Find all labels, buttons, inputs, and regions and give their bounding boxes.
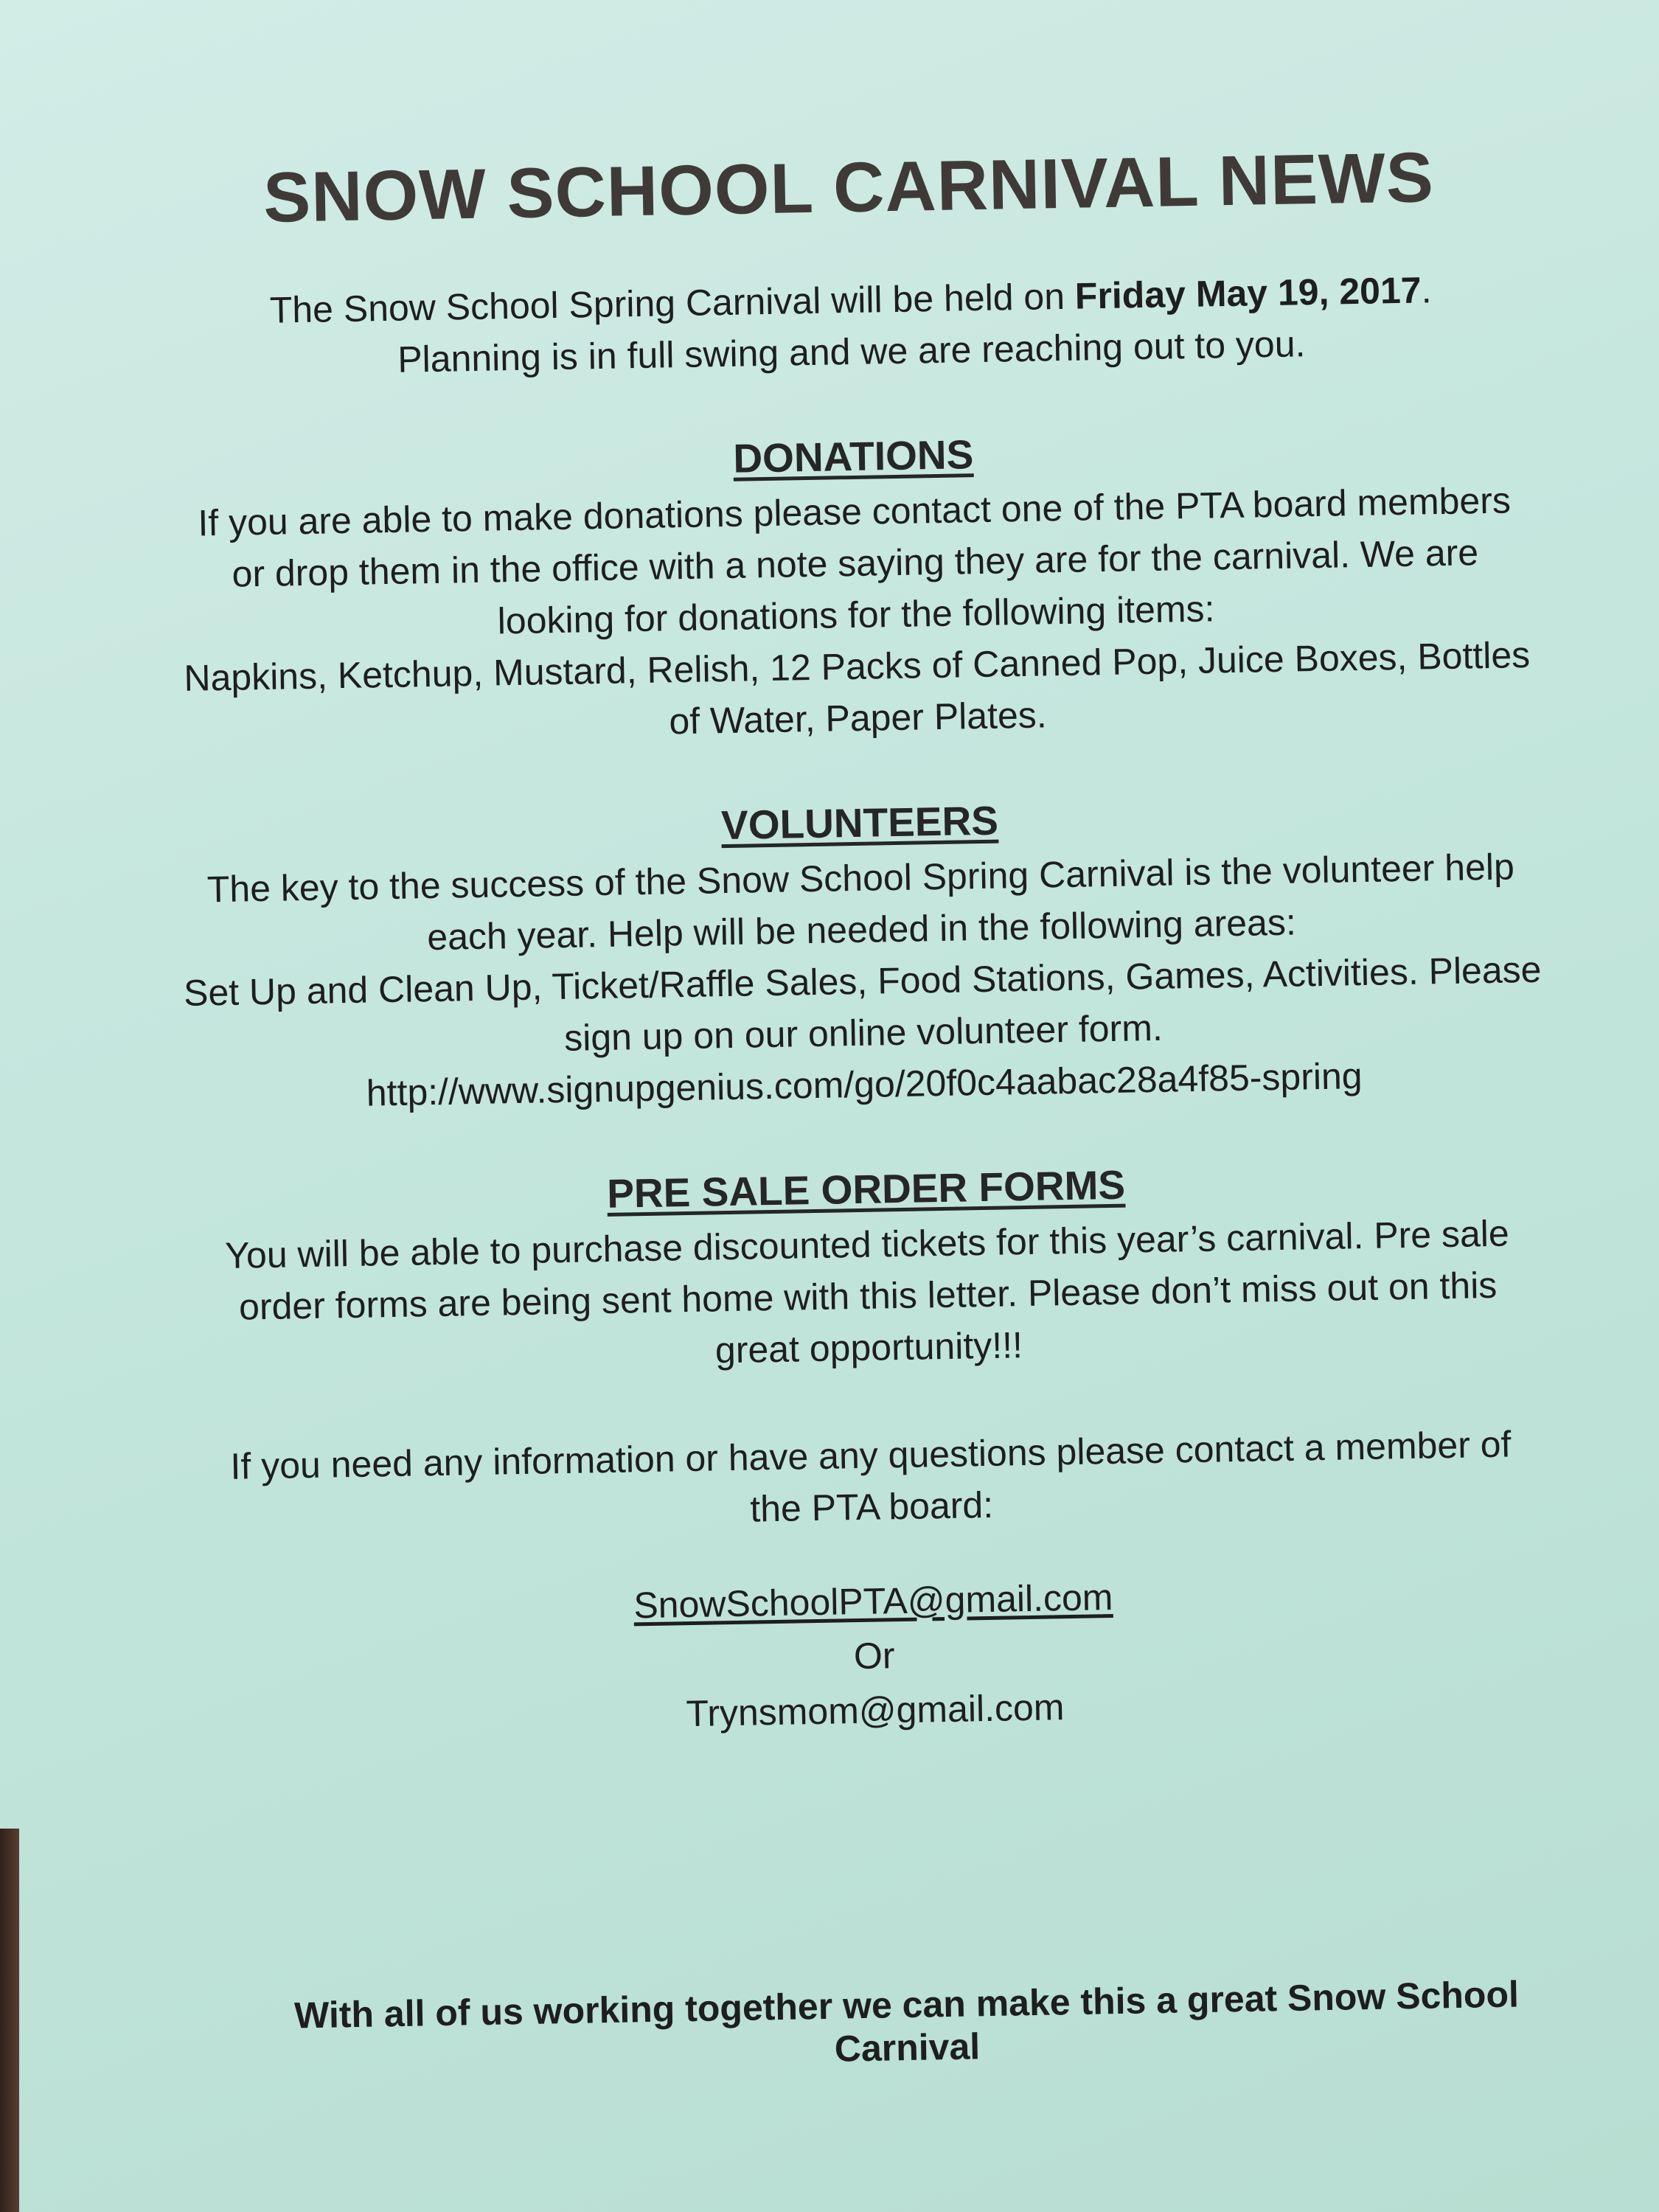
volunteers-section bbox=[159, 787, 1565, 1122]
presale-line: You will be able to purchase discounted tickets for this year’s carnival. Pre sale bbox=[224, 1212, 1510, 1276]
closing-statement: With all of us working together we can make this a great Snow School Carnival bbox=[293, 1973, 1520, 2070]
volunteers-line: each year. Help will be needed in the following areas: bbox=[426, 901, 1297, 959]
volunteers-text bbox=[160, 840, 1565, 1122]
volunteers-heading: VOLUNTEERS bbox=[720, 797, 999, 849]
donations-heading: DONATIONS bbox=[732, 431, 974, 481]
volunteers-line: Set Up and Clean Up, Ticket/Raffle Sales, Food Stations, Games, Activities. Please bbox=[183, 948, 1542, 1014]
presale-text bbox=[167, 1206, 1570, 1385]
donations-line: If you are able to make donations please contact one of the PTA board members bbox=[197, 479, 1512, 544]
table-edge bbox=[0, 1829, 19, 2212]
intro-line-1-prefix: The Snow School Spring Carnival will be held on bbox=[269, 275, 1076, 331]
donations-line: or drop them in the office with a note saying they are for the carnival. We are bbox=[232, 532, 1479, 595]
donations-items: Napkins, Ketchup, Mustard, Relish, 12 Packs of Canned Pop, Juice Boxes, Bottles bbox=[183, 633, 1531, 699]
volunteer-signup-url: http://www.signupgenius.com/go/20f0c4aabac28a4f85-spring bbox=[366, 1055, 1363, 1114]
volunteers-line: sign up on our online volunteer form. bbox=[563, 1006, 1164, 1059]
donations-line: looking for donations for the following items: bbox=[497, 588, 1215, 642]
presale-line: great opportunity!!! bbox=[714, 1324, 1023, 1371]
event-date: Friday May 19, 2017 bbox=[1074, 269, 1422, 317]
flyer-title: SNOW SCHOOL CARNIVAL NEWS bbox=[262, 138, 1435, 237]
donations-items: of Water, Paper Plates. bbox=[668, 694, 1048, 742]
secondary-email: Trynsmom@gmail.com bbox=[686, 1686, 1065, 1735]
intro-line-2: Planning is in full swing and we are reaching out to you. bbox=[397, 323, 1306, 380]
donations-text bbox=[153, 473, 1559, 756]
contact-paragraph bbox=[170, 1417, 1572, 1545]
intro-line-1-suffix: . bbox=[1421, 269, 1432, 311]
presale-heading: PRE SALE ORDER FORMS bbox=[606, 1161, 1126, 1217]
contact-line-1: If you need any information or have any questions please contact a member of bbox=[230, 1423, 1512, 1487]
contact-emails bbox=[173, 1562, 1576, 1750]
contact-line-2: the PTA board: bbox=[749, 1484, 994, 1530]
presale-line: order forms are being sent home with this letter. Please don’t miss out on this bbox=[238, 1264, 1498, 1328]
presale-section bbox=[165, 1153, 1570, 1385]
flyer-content bbox=[147, 135, 1576, 1750]
or-separator: Or bbox=[853, 1635, 895, 1677]
pta-email: SnowSchoolPTA@gmail.com bbox=[633, 1576, 1113, 1627]
donations-section bbox=[153, 420, 1559, 756]
volunteers-line: The key to the success of the Snow School Spring Carnival is the volunteer help bbox=[206, 846, 1515, 911]
intro-paragraph bbox=[150, 262, 1552, 389]
